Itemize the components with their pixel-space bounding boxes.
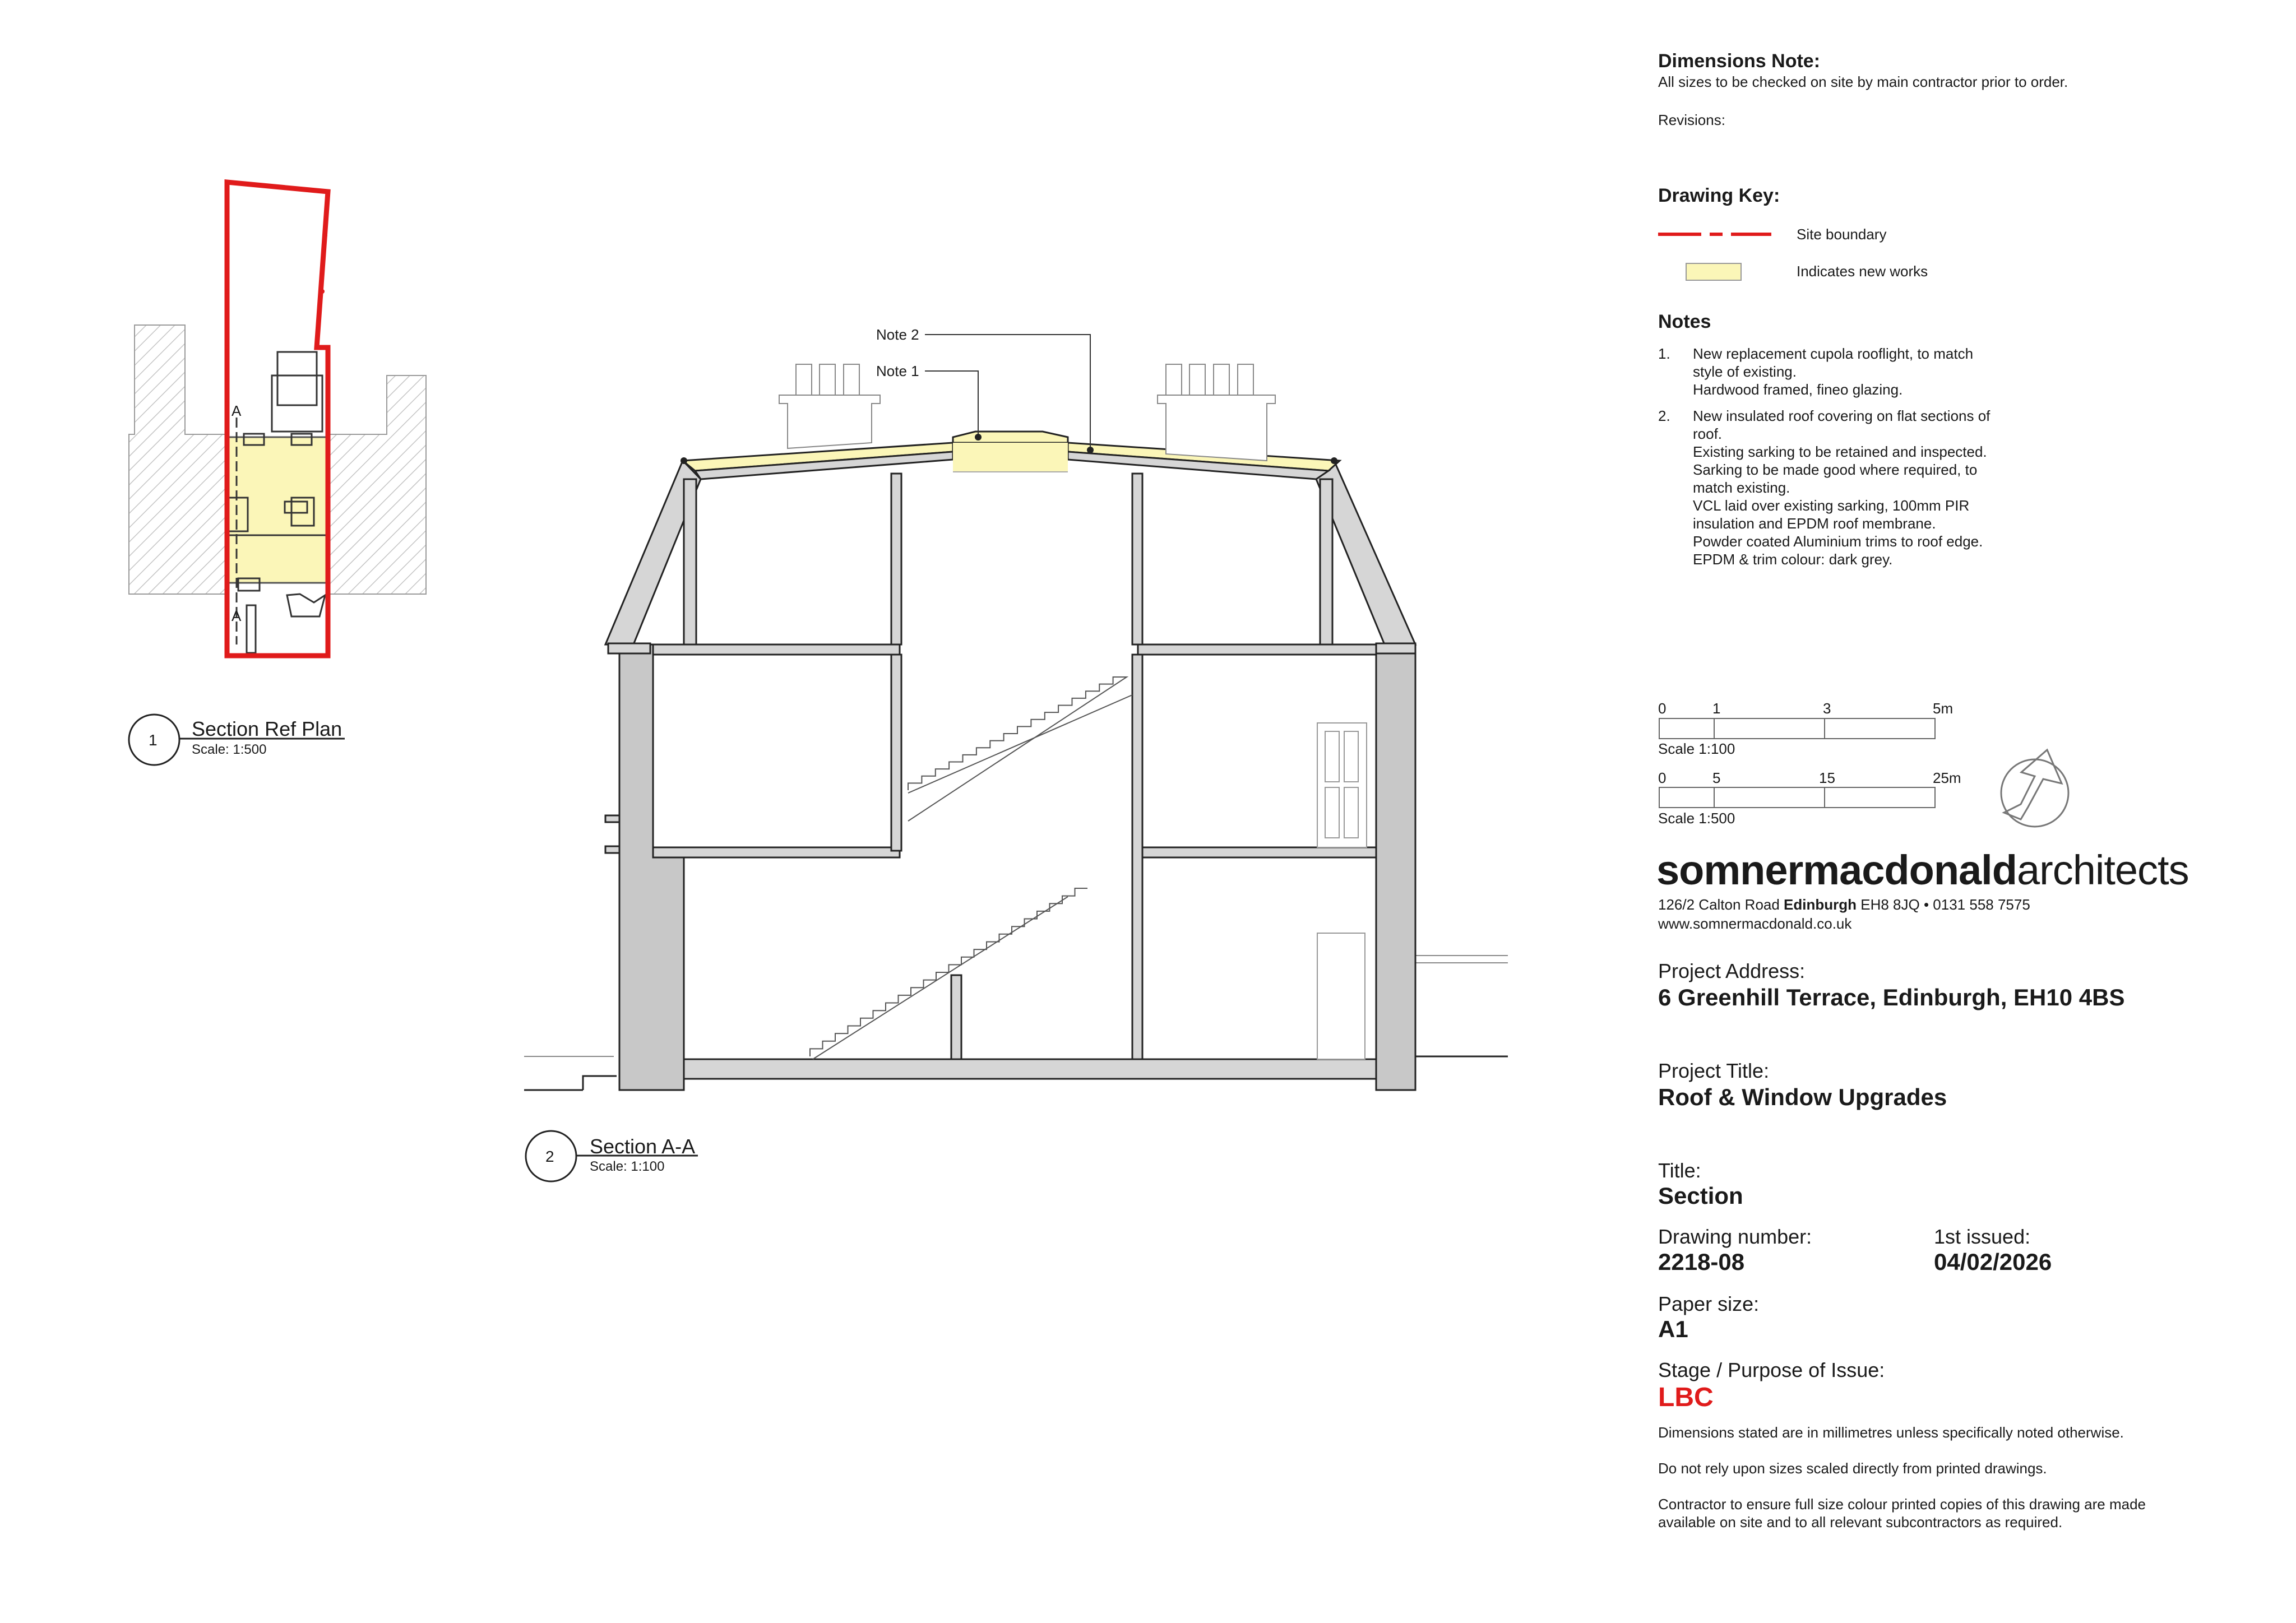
scale-500-tick-1: 5 <box>1712 769 1721 786</box>
note-1-label: Note 1 <box>876 363 919 379</box>
first-issued: 04/02/2026 <box>1934 1249 2052 1275</box>
disclaimer-3: Contractor to ensure full size colour printed copies of this drawing are made <box>1658 1496 2146 1513</box>
neighbour-hatch-right <box>328 375 426 594</box>
firm-name-light: architects <box>2016 847 2189 893</box>
disclaimer-1: Dimensions stated are in millimetres unless specifically noted otherwise. <box>1658 1424 2124 1441</box>
firm-name <box>1656 846 2189 894</box>
firm-address-city: Edinburgh <box>1784 896 1857 913</box>
notes-list <box>1658 345 2050 580</box>
firm-address <box>1658 896 2030 913</box>
note-1-line-2: style of existing. <box>1693 363 1797 380</box>
scale-bar-1-500 <box>1659 787 1935 808</box>
stage-label: Stage / Purpose of Issue: <box>1658 1358 1885 1381</box>
scale-100-tick-0: 0 <box>1658 700 1667 717</box>
drawing-title: Section <box>1658 1183 1743 1209</box>
scale-500-tick-0: 0 <box>1658 769 1667 786</box>
note-2-number: 2. <box>1658 407 1670 424</box>
note-2-line-7: insulation and EPDM roof membrane. <box>1693 515 1936 532</box>
external-wall-right <box>1376 644 1415 1090</box>
title-label: Title: <box>1658 1159 1701 1182</box>
project-title-label: Project Title: <box>1658 1059 1770 1082</box>
dimensions-note-text: All sizes to be checked on site by main contractor prior to order. <box>1658 73 2068 90</box>
drawing-key-heading: Drawing Key: <box>1658 185 1780 206</box>
key-new-works-swatch <box>1686 263 1741 280</box>
paper-size: A1 <box>1658 1316 1688 1342</box>
section-a-a <box>524 335 1508 1181</box>
note-1-line-1: New replacement cupola rooflight, to match <box>1693 345 1974 362</box>
key-new-works-label: Indicates new works <box>1797 263 1928 280</box>
doors <box>1317 723 1367 1059</box>
project-address-label: Project Address: <box>1658 959 1806 982</box>
note-2-line-9: EPDM & trim colour: dark grey. <box>1693 551 1893 568</box>
north-arrow-icon <box>2001 750 2068 827</box>
firm-address-post: EH8 8JQ • 0131 558 7575 <box>1857 896 2030 913</box>
plan-marker-a-bottom: A <box>232 608 242 624</box>
scale-500-caption: Scale 1:500 <box>1658 810 1735 827</box>
external-wall-left <box>619 644 684 1090</box>
floor-attic-right <box>1138 644 1376 655</box>
floor-attic-left <box>653 644 900 655</box>
note-1-line-3: Hardwood framed, fineo glazing. <box>1693 381 1903 398</box>
note-2-line-4: Sarking to be made good where required, to <box>1693 461 1978 478</box>
neighbour-hatch-left <box>129 325 227 594</box>
drawing-2-number: 2 <box>545 1148 554 1165</box>
firm-address-pre: 126/2 Calton Road <box>1658 896 1784 913</box>
floor-first-right <box>1138 847 1376 857</box>
note-2-line-5: match existing. <box>1693 479 1790 496</box>
firm-name-bold: somnermacdonald <box>1656 847 2017 893</box>
scale-100-tick-2: 3 <box>1823 700 1831 717</box>
firm-website[interactable]: www.somnermacdonald.co.uk <box>1658 915 1852 932</box>
drawing-number: 2218-08 <box>1658 1249 1745 1275</box>
scale-500-tick-2: 15 <box>1819 769 1835 786</box>
drawing-1-scale: Scale: 1:500 <box>192 742 267 757</box>
floor-first-left <box>653 847 900 857</box>
plan-marker-a-top: A <box>232 402 242 419</box>
revisions-label: Revisions: <box>1658 112 1725 128</box>
drawing-1-number: 1 <box>149 731 158 749</box>
drawing-1-title: Section Ref Plan <box>192 717 342 740</box>
drawing-number-label: Drawing number: <box>1658 1225 1812 1248</box>
section-ref-plan <box>129 182 426 765</box>
dimensions-note-heading: Dimensions Note: <box>1658 50 1821 72</box>
disclaimer-4: available on site and to all relevant subcontractors as required. <box>1658 1514 2063 1531</box>
drawing-2-title: Section A-A <box>590 1135 696 1158</box>
key-site-boundary-label: Site boundary <box>1797 226 1887 243</box>
note-2-line-6: VCL laid over existing sarking, 100mm PIR <box>1693 497 1970 514</box>
notes-heading: Notes <box>1658 311 1711 332</box>
project-address: 6 Greenhill Terrace, Edinburgh, EH10 4BS <box>1658 984 2125 1010</box>
paper-size-label: Paper size: <box>1658 1292 1760 1315</box>
cupola-rooflight <box>953 432 1068 443</box>
note-2-line-2: roof. <box>1693 425 1723 442</box>
project-title: Roof & Window Upgrades <box>1658 1084 1947 1110</box>
stairs <box>810 677 1132 1059</box>
floor-ground <box>684 1059 1376 1079</box>
note-2-line-8: Powder coated Aluminium trims to roof edge. <box>1693 533 1983 550</box>
note-2-line-1: New insulated roof covering on flat sections of <box>1693 407 1991 424</box>
scale-500-tick-3: 25m <box>1933 769 1961 786</box>
note-2-label: Note 2 <box>876 326 919 343</box>
scale-100-tick-3: 5m <box>1933 700 1954 717</box>
stage-value: LBC <box>1658 1383 1714 1412</box>
note-2-line-3: Existing sarking to be retained and inspected. <box>1693 443 1987 460</box>
note-1-number: 1. <box>1658 345 1670 362</box>
first-issued-label: 1st issued: <box>1934 1225 2031 1248</box>
scale-100-caption: Scale 1:100 <box>1658 740 1735 757</box>
site-boundary <box>227 182 328 656</box>
disclaimer-2: Do not rely upon sizes scaled directly from printed drawings. <box>1658 1460 2047 1477</box>
scale-100-tick-1: 1 <box>1712 700 1721 717</box>
scale-bar-1-100 <box>1659 718 1935 739</box>
drawing-2-scale: Scale: 1:100 <box>590 1159 665 1174</box>
